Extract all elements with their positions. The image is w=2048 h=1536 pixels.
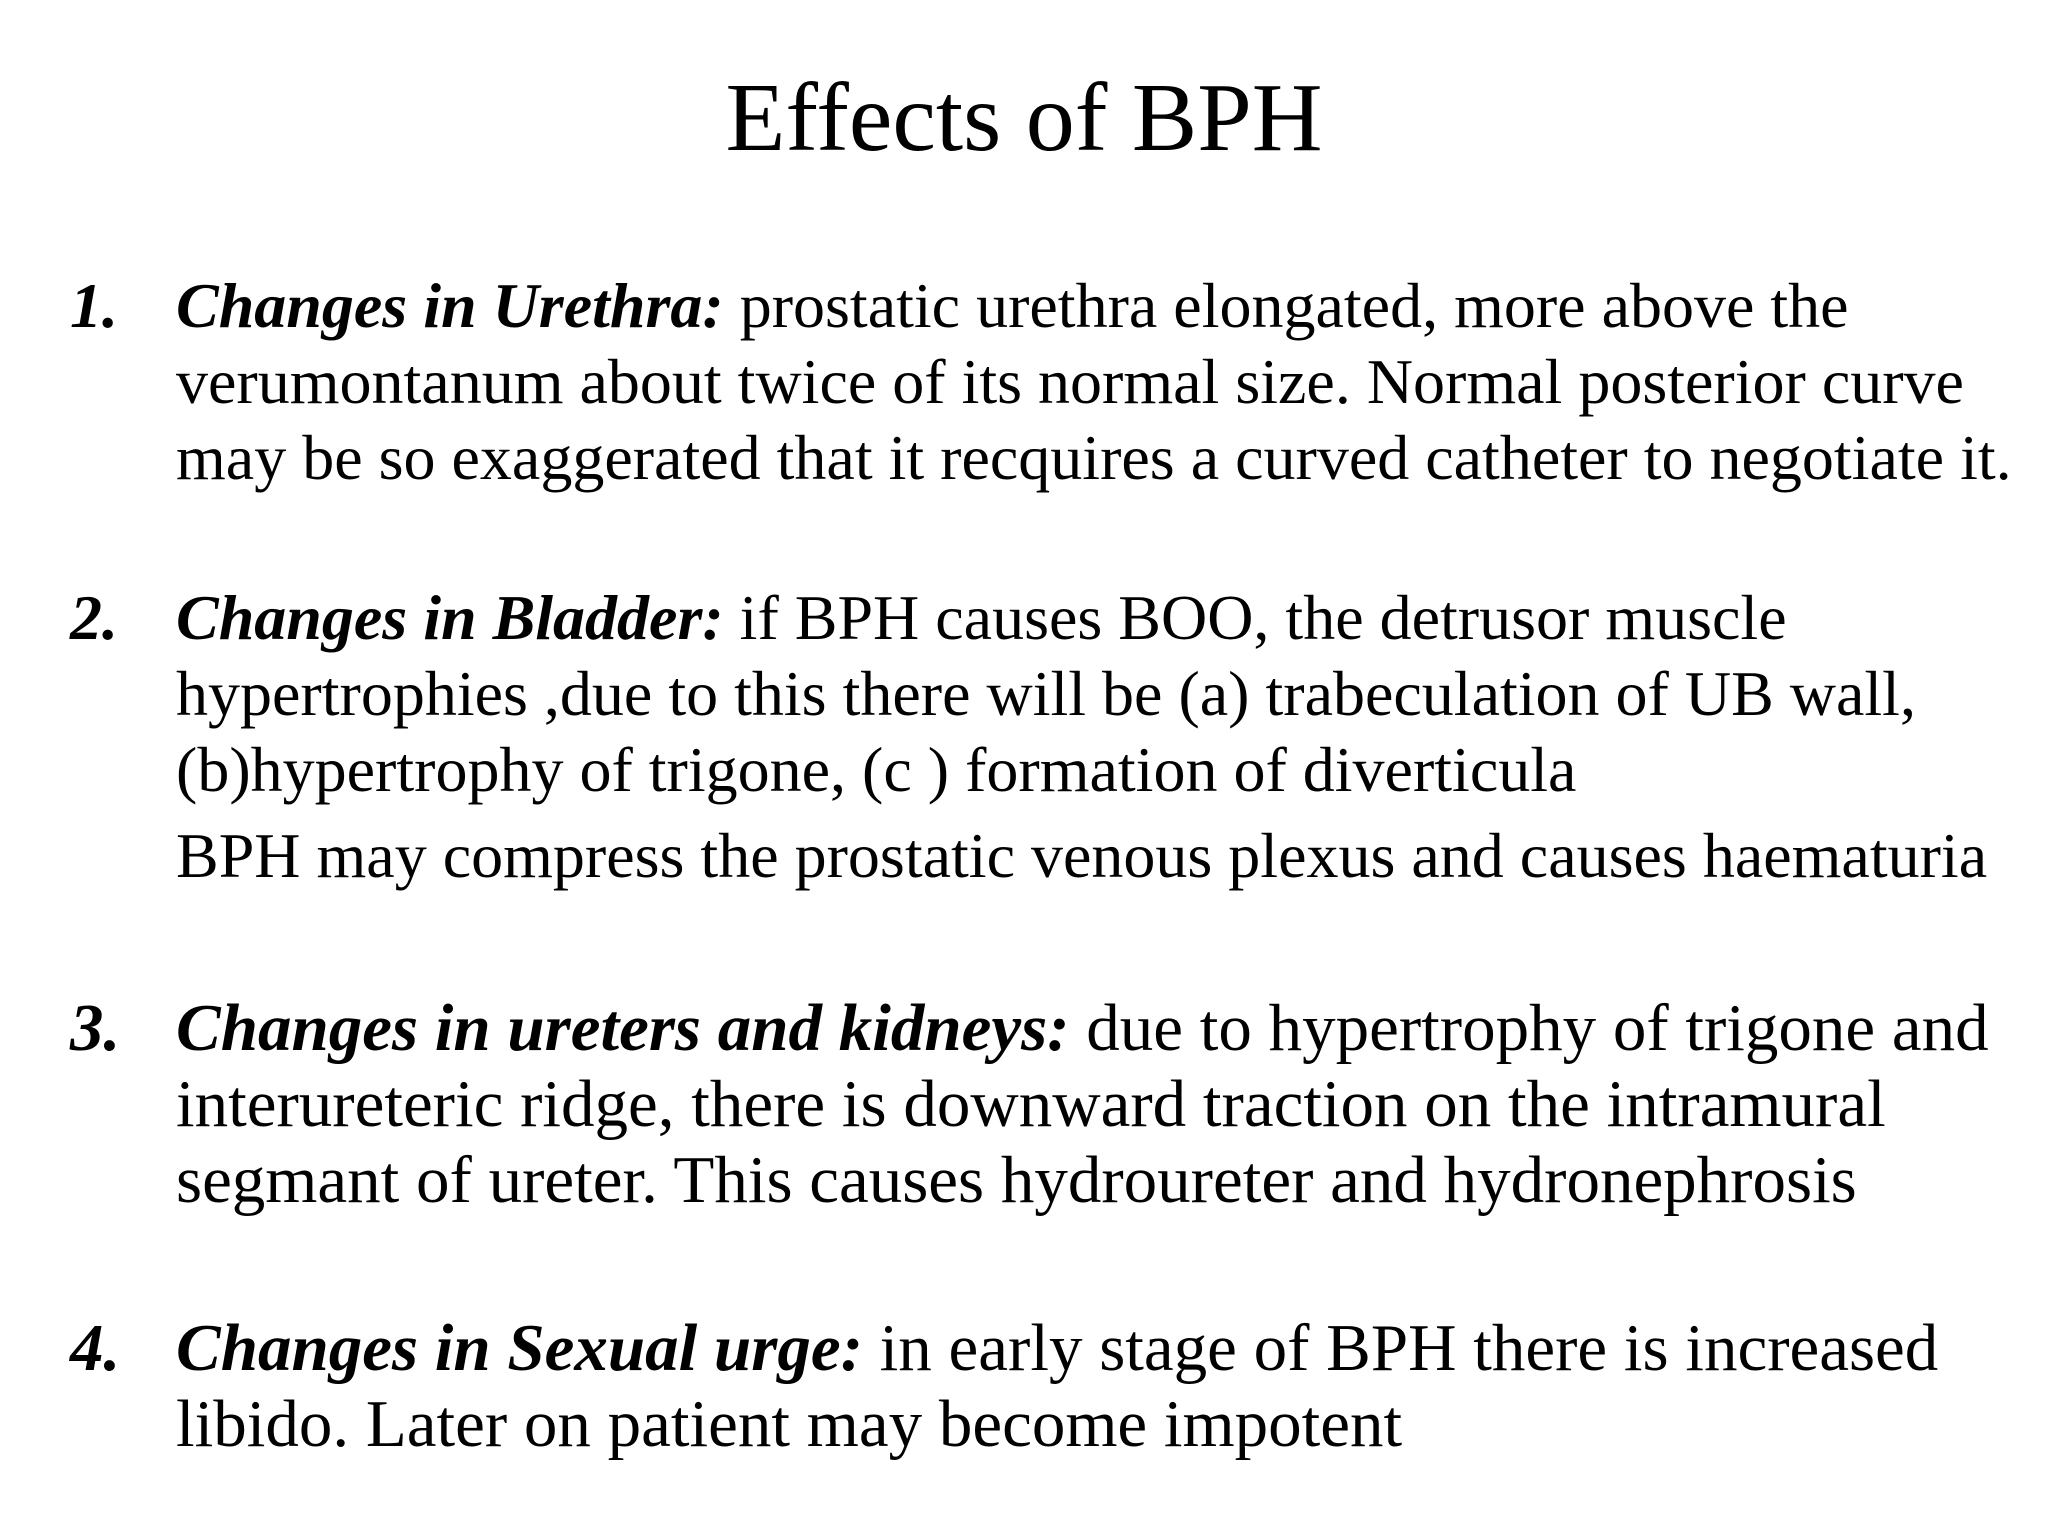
item-body bbox=[176, 580, 2046, 808]
item-heading: Changes in Bladder: bbox=[176, 582, 724, 653]
item-number: 3. bbox=[70, 991, 121, 1065]
item-text: if BPH causes BOO, the detrusor muscle hypertrophies ,due to this there will be (a) trabeculation of UB wall, (b)hypertrophy of trigone, (c ) formation of diverticula bbox=[176, 582, 1916, 805]
item-note: BPH may compress the prostatic venous plexus and causes haematuria bbox=[176, 820, 1988, 891]
item-heading: Changes in Urethra: bbox=[176, 270, 724, 341]
item-heading: Changes in ureters and kidneys: bbox=[176, 991, 1070, 1065]
item-number: 4. bbox=[70, 1311, 121, 1385]
item-number: 2. bbox=[70, 582, 118, 653]
item-body bbox=[176, 268, 2046, 496]
item-body bbox=[176, 1310, 2046, 1462]
item-number: 1. bbox=[70, 270, 118, 341]
item-text: in early stage of BPH there is increased libido. Later on patient may become impotent bbox=[176, 1311, 1939, 1461]
item-text: prostatic urethra elongated, more above the verumontanum about twice of its normal size. Normal posterior curve may be so exaggerated that it recquires a curved catheter to negotiate it. bbox=[176, 270, 2012, 493]
item-heading: Changes in Sexual urge: bbox=[176, 1311, 863, 1385]
slide-title: Effects of BPH bbox=[725, 64, 1323, 172]
item-text: due to hypertrophy of trigone and interureteric ridge, there is downward traction on the intramural segmant of ureter. This causes hydroureter and hydronephrosis bbox=[176, 991, 1989, 1217]
item-body bbox=[176, 990, 2046, 1218]
